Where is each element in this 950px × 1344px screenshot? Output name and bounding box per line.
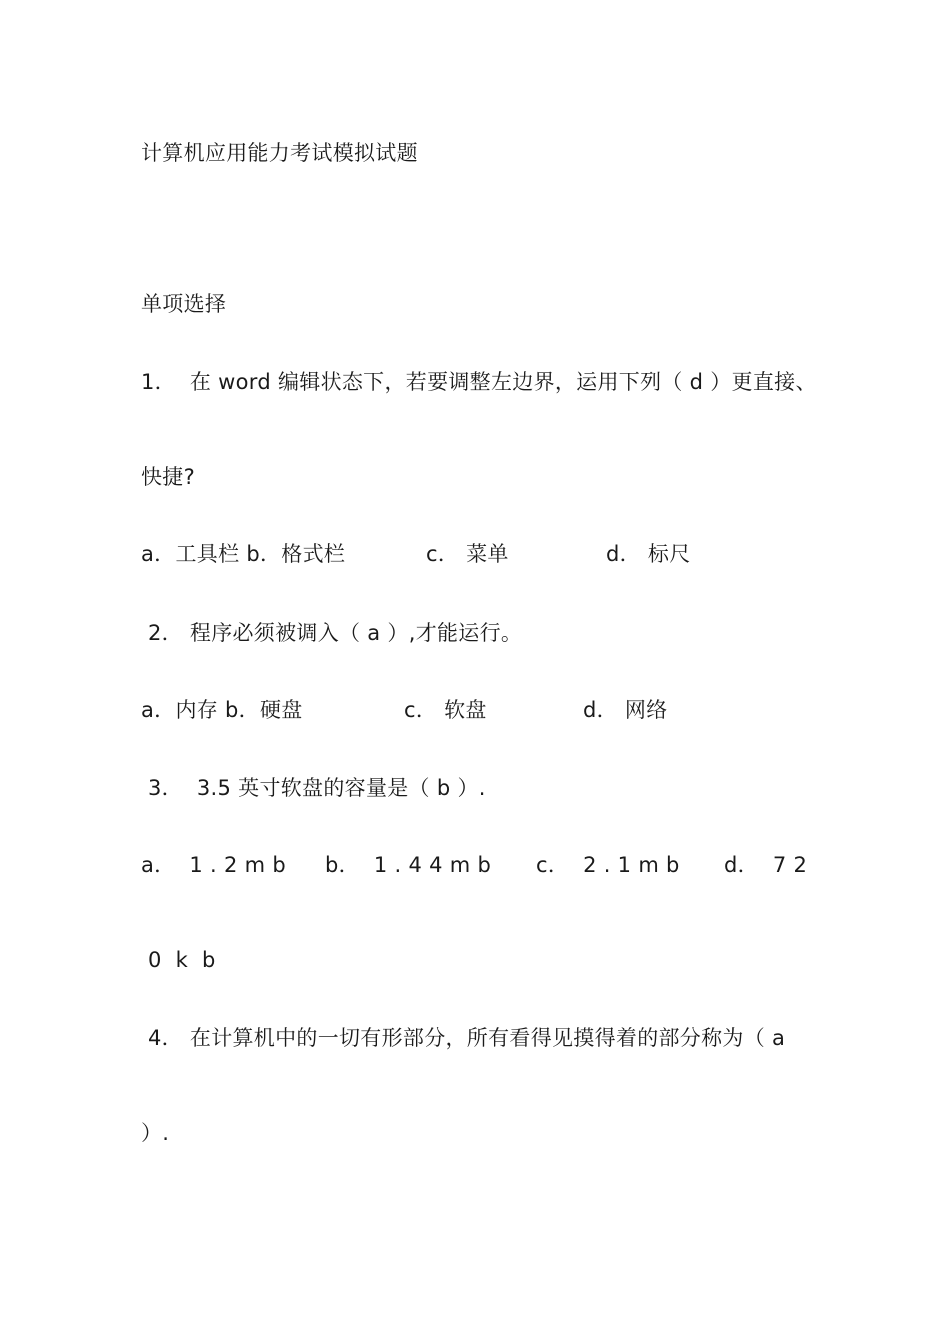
- question-3-option-c: c． 2 . 1 m b: [536, 853, 680, 877]
- question-2-line-1: 2． 程序必须被调入（ a ）,才能运行。: [141, 621, 523, 645]
- question-1-line-2: 快捷?: [141, 465, 196, 489]
- document-title: 计算机应用能力考试模拟试题: [141, 141, 418, 165]
- question-3-option-a: a． 1 . 2 m b: [141, 853, 287, 877]
- question-4-line-1: 4． 在计算机中的一切有形部分，所有看得见摸得着的部分称为（ a: [141, 1026, 786, 1050]
- question-3-line-1: 3． 3.5 英寸软盘的容量是（ b ）.: [141, 776, 486, 800]
- question-3-continuation: 0 k b: [141, 948, 216, 972]
- question-1-option-ab: a．工具栏 b．格式栏: [141, 542, 346, 566]
- question-2-option-ab: a．内存 b．硬盘: [141, 698, 303, 722]
- question-1-line-1: 1． 在 word 编辑状态下，若要调整左边界，运用下列（ d ）更直接、: [141, 370, 817, 394]
- question-2-option-d: d． 网络: [583, 698, 668, 722]
- question-3-option-d: d． 7 2: [724, 853, 808, 877]
- question-3-option-b: b． 1 . 4 4 m b: [325, 853, 492, 877]
- question-1-option-c: c． 菜单: [426, 542, 509, 566]
- section-heading: 单项选择: [141, 292, 227, 316]
- question-4-line-2: ）.: [141, 1121, 170, 1145]
- question-1-option-d: d． 标尺: [606, 542, 691, 566]
- question-2-option-c: c． 软盘: [404, 698, 487, 722]
